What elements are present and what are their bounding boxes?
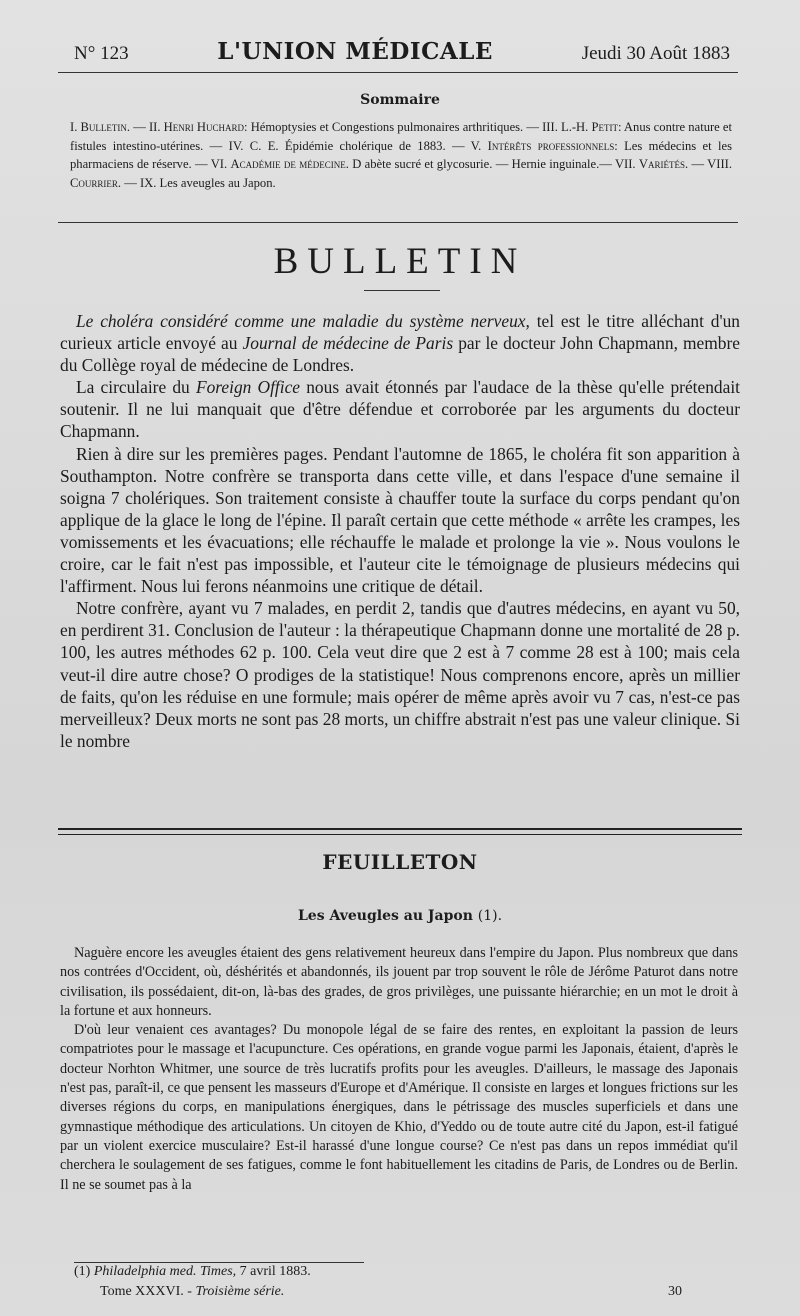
bulletin-paragraph bbox=[60, 376, 740, 442]
sommaire-text bbox=[70, 118, 732, 192]
feuilleton-subtitle-text: Les Aveugles au Japon bbox=[297, 908, 473, 924]
sommaire-petit-text: : Anus contre nature et fistules intestino-utérines. — IV. C. E. Épidémie cholérique de 1883. — V. bbox=[70, 120, 733, 153]
cited-journal: Journal de médecine de Paris bbox=[242, 333, 454, 354]
footnote-date: 7 avril 1883. bbox=[239, 1264, 311, 1279]
bulletin-text: La circulaire du bbox=[76, 377, 190, 398]
sommaire-title: Sommaire bbox=[360, 92, 440, 108]
sommaire-rule bbox=[58, 222, 738, 223]
issue-number: N° 123 bbox=[74, 43, 129, 64]
bulletin-paragraph: Notre confrère, ayant vu 7 malades, en perdit 2, tandis que d'autres médecins, en ayant vu 50, en perdirent 31. Conclusion de l'auteur : la thérapeutique Chapmann donne une mortalité de 28 p. 100, les autres méthodes 62 p. 100. Cela veut dire que 2 est à 7 comme 28 est à 100; mais cela veut-il dire autre chose? O prodiges de la statistique! Nous comprenons encore, après un millier de faits, qu'on les réduise en une formule; mais opérer de même après avoir vu 7 cas, n'est-ce pas merveilleux? Deux morts ne sont pas 28 morts, un chiffre abstrait n'est pas une valeur clinique. Si le nombre bbox=[60, 598, 740, 751]
bulletin-title: BULLETIN bbox=[273, 241, 527, 282]
bulletin-article-title: Le choléra considéré comme une maladie du système nerveux, bbox=[76, 311, 530, 331]
sommaire-interets-text: : Les médecins et les pharmaciens de réserve. — VI. bbox=[70, 138, 732, 171]
sommaire-academie-text: D abète sucré et glycosurie. — Hernie inguinale.— VII. bbox=[352, 157, 636, 171]
bulletin-paragraph: Rien à dire sur les premières pages. Pendant l'automne de 1865, le choléra fit son apparition à Southampton. Notre confrère se transporta dans cette ville, et dans l'espace d'une semaine il soigna 7 cholériques. Son traitement consiste à chauffer toute la surface du corps pendant qu'on applique de la glace le long de l'épine. Il paraît certain que cette méthode « arrête les crampes, les vomissements et les évacuations; elle réchauffe le malade et prolonge la vie ». Nous voulons le croire, car le fait n'est pas impossible, et l'auteur cite le témoignage de plusieurs médecins qui l'affirment. Nous lui ferons néanmoins une critique de détail. bbox=[60, 443, 740, 597]
serie: Troisième série. bbox=[195, 1284, 285, 1299]
feuilleton-subtitle bbox=[0, 908, 800, 924]
sommaire-aveugles: — IX. Les aveugles au Japon. bbox=[124, 175, 276, 190]
footnote-source: Philadelphia med. Times, bbox=[93, 1264, 237, 1279]
tome-number: Tome XXXVI. - bbox=[100, 1284, 192, 1299]
bulletin-article bbox=[60, 310, 740, 752]
feuilleton-article bbox=[60, 944, 738, 1195]
feuilleton-paragraph: Naguère encore les aveugles étaient des gens relativement heureux dans l'empire du Japon. Plus nombreux que dans nos contrées d'Occident, où, déshérités et abandonnés, ils jouent par trop souvent le rôle de Jérôme Paturot dans notre civilisation, ils possédaient, dit-on, là-bas des grades, de gros privilèges, une puissante hiérarchie; en un mot le droit à la fortune et aux honneurs. bbox=[60, 945, 738, 1019]
sommaire-interets: Intérêts professionnels bbox=[487, 138, 615, 153]
footnote-ref: (1). bbox=[477, 908, 503, 924]
sommaire-huchard: — II. Henri Huchard bbox=[133, 120, 245, 134]
bulletin-text: nous avait étonnés par l'audace de la thèse qu'elle prétendait soutenir. Il ne lui manquait que d'être défendue et corroborée par les arguments du docteur Chapmann. bbox=[60, 377, 740, 442]
page-header bbox=[74, 38, 730, 65]
sommaire-varietes: Variétés. bbox=[638, 157, 689, 171]
bulletin-text: par le docteur John Chapmann, membre du Collège royal de médecine de Londres. bbox=[60, 333, 740, 376]
sommaire-petit: Petit bbox=[591, 120, 618, 134]
issue-date: Jeudi 30 Août 1883 bbox=[581, 43, 730, 64]
journal-title: L'UNION MÉDICALE bbox=[217, 38, 493, 65]
footnote-mark: (1) bbox=[74, 1264, 91, 1279]
bulletin-paragraph bbox=[60, 310, 740, 376]
bulletin-text: tel est le titre alléchant d'un curieux article envoyé au bbox=[60, 311, 740, 354]
header-rule bbox=[58, 72, 738, 73]
sommaire-huchard-text: : Hémoptysies et Congestions pulmonaires arthritiques. — III. L.-H. bbox=[244, 120, 589, 134]
tome-line bbox=[100, 1284, 284, 1300]
foreign-office: Foreign Office bbox=[195, 377, 301, 398]
footnote bbox=[74, 1264, 311, 1280]
footnote-rule bbox=[74, 1262, 364, 1263]
sommaire-academie: Académie de médecine. bbox=[230, 157, 349, 171]
feuilleton-title: FEUILLETON bbox=[322, 850, 478, 874]
feuilleton-paragraph: D'où leur venaient ces avantages? Du monopole légal de se faire des rentes, en exploitant la passion de leurs compatriotes pour le massage et l'acupuncture. Ces opérations, en grande vogue parmi les Japonais, étaient, d'après le docteur Norhton Whitmer, une source de très lucratifs profits pour les aveugles. D'ailleurs, le massage des Japonais n'est pas, paraît-il, ce que pensent les masseurs d'Europe et d'Amérique. Il consiste en larges et longues frictions sur les diverses régions du corps, en manipulations énergiques, dans le pétrissage des muscles superficiels et dans une gymnastique méthodique des articulations. Un citoyen de Khio, d'Yeddo ou de toute autre cité du Japon, est-il fatigué par un violent exercice musculaire? Est-il harassé d'une longue course? Ce n'est pas dans un repos immédiat qu'il cherchera le soulagement de ses fatigues, comme le font habituellement les citadins de Paris, de Londres ou de Berlin. Il ne se soumet pas à la bbox=[60, 1022, 738, 1193]
sommaire-sep: — VIII. bbox=[691, 157, 732, 171]
section-divider bbox=[58, 828, 742, 835]
page-number: 30 bbox=[668, 1284, 682, 1299]
bulletin-underline bbox=[364, 290, 440, 291]
sommaire-bulletin: I. Bulletin. bbox=[70, 120, 131, 134]
sommaire-courrier: Courrier. bbox=[70, 175, 122, 190]
